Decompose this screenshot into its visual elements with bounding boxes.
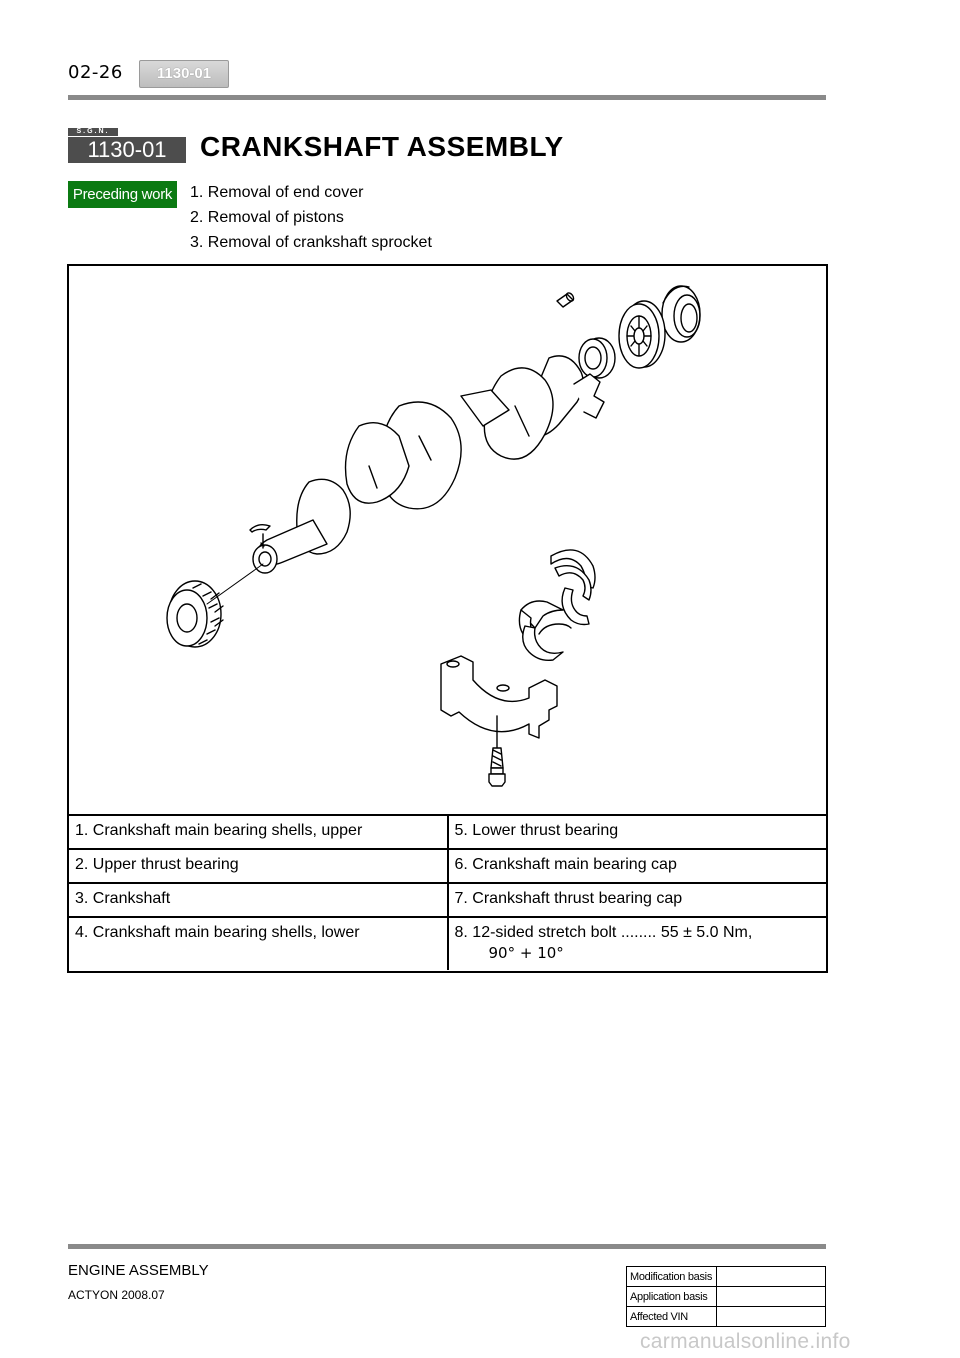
section-code-tab: 1130-01: [139, 60, 229, 88]
footer-rule: [68, 1244, 826, 1249]
badge-label: S.G.N.: [68, 128, 118, 136]
legend-item-6: 6. Crankshaft main bearing cap: [448, 849, 827, 883]
bearing-shells-drawing: [519, 601, 571, 660]
page-title: CRANKSHAFT ASSEMBLY: [200, 131, 564, 162]
preceding-work-item: 3. Removal of crankshaft sprocket: [190, 234, 432, 251]
flywheel-disc-drawing: [619, 301, 665, 368]
application-basis-value: [717, 1287, 826, 1307]
legend-item-1: 1. Crankshaft main bearing shells, upper: [69, 815, 448, 849]
crankshaft-drawing: [253, 356, 604, 573]
main-bearing-cap-drawing: [441, 656, 557, 738]
table-row: [69, 883, 826, 917]
watermark-text: carmanualsonline.info: [640, 1330, 851, 1353]
table-row: [69, 917, 826, 970]
legend-item-7: 7. Crankshaft thrust bearing cap: [448, 883, 827, 917]
exploded-view-figure: [67, 264, 828, 973]
preceding-work-label: Preceding work: [68, 181, 177, 208]
legend-item-3: 3. Crankshaft: [69, 883, 448, 917]
revision-info-table: [626, 1266, 826, 1327]
preceding-work-item: 2. Removal of pistons: [190, 209, 344, 226]
legend-item-5: 5. Lower thrust bearing: [448, 815, 827, 849]
pilot-bearing-drawing: [579, 338, 615, 378]
footer-section-name: ENGINE ASSEMBLY: [68, 1262, 209, 1279]
thrust-bearing-drawing: [551, 550, 595, 625]
legend-item-2: 2. Upper thrust bearing: [69, 849, 448, 883]
table-row: [627, 1287, 826, 1307]
affected-vin-label: Affected VIN: [627, 1307, 717, 1327]
legend-item-8-angle: 90° + 10°: [488, 944, 564, 962]
modification-basis-label: Modification basis: [627, 1267, 717, 1287]
legend-item-8-cell: [448, 917, 827, 970]
badge-code: 1130-01: [68, 137, 186, 163]
legend-item-4: 4. Crankshaft main bearing shells, lower: [69, 917, 448, 970]
affected-vin-value: [717, 1307, 826, 1327]
parts-legend-table: [69, 814, 826, 970]
crankshaft-exploded-diagram: [69, 266, 826, 814]
table-row: [69, 849, 826, 883]
table-row: [627, 1267, 826, 1287]
application-basis-label: Application basis: [627, 1287, 717, 1307]
rear-seal-drawing: [662, 286, 700, 342]
footer-model-date: ACTYON 2008.07: [68, 1288, 165, 1302]
table-row: [627, 1307, 826, 1327]
header-rule: [68, 95, 826, 100]
legend-item-8: 8. 12-sided stretch bolt ........ 55 ± 5.0 Nm,: [454, 924, 753, 941]
modification-basis-value: [717, 1267, 826, 1287]
crankshaft-sprocket-drawing: [167, 564, 263, 647]
preceding-work-list: [190, 180, 432, 255]
section-code-badge: [68, 128, 186, 163]
preceding-work-item: 1. Removal of end cover: [190, 184, 364, 201]
page-number: 02-26: [68, 62, 123, 83]
dowel-pin-drawing: [557, 292, 575, 307]
table-row: [69, 815, 826, 849]
